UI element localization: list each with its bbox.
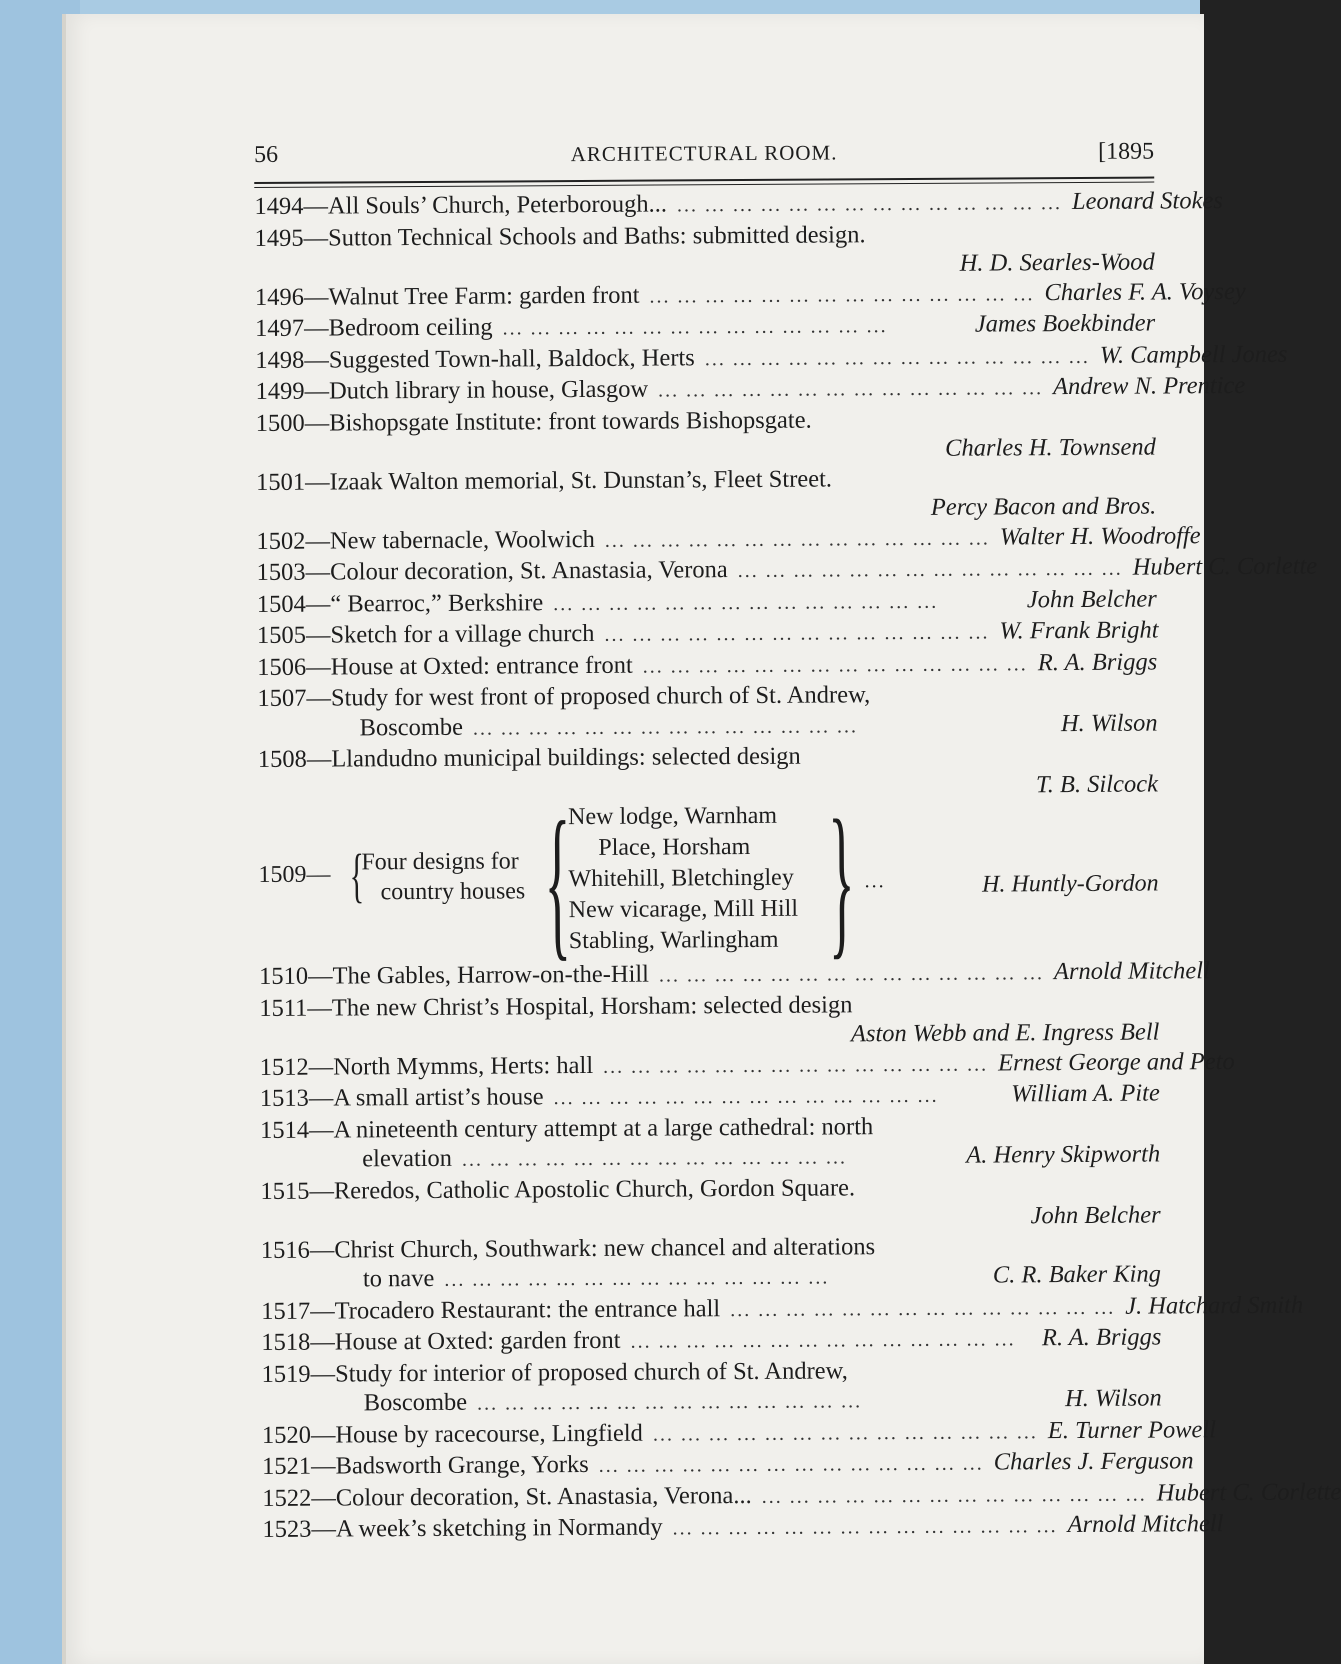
- leader-dots: ...: [864, 870, 886, 893]
- catalogue-entry: [257, 678, 1157, 744]
- entry-author: Walter H. Woodroffe: [999, 521, 1201, 550]
- leader-dots: ... ... ... ... ... ... ... ... ... ... ... ... ... ...: [502, 315, 888, 340]
- entry-title-continuation: elevation: [362, 1144, 453, 1173]
- entry-title: 1513—A small artist’s house: [259, 1083, 544, 1112]
- book-page: [62, 14, 1341, 1664]
- running-title: ARCHITECTURAL ROOM.: [570, 140, 838, 167]
- entry-line: [254, 187, 1223, 224]
- entry-author: John Belcher: [1030, 1201, 1161, 1230]
- entry-title: 1500—Bishopsgate Institute: front towards Bishopsgate.: [255, 406, 812, 437]
- place-item: Place, Horsham: [598, 833, 751, 861]
- entry-author: R. A. Briggs: [1041, 1323, 1162, 1352]
- catalogue-entry: [257, 647, 1157, 684]
- entry-title: 1520—House by racecourse, Lingfield: [261, 1419, 643, 1449]
- catalogue-entry: [254, 187, 1223, 224]
- leader-dots: ... ... ... ... ... ... ... ... ... ... ... ... ... ...: [672, 1515, 1058, 1540]
- entry-title: 1502—New tabernacle, Woolwich: [256, 525, 595, 555]
- entry-line: [259, 956, 1210, 993]
- entry-line: [256, 552, 1318, 589]
- catalogue-entry: [261, 1354, 1161, 1420]
- leader-dots: ... ... ... ... ... ... ... ... ... ... ... ... ... ...: [658, 962, 1045, 987]
- brace-left-small: {: [349, 842, 365, 909]
- entry-title: 1510—The Gables, Harrow-on-the-Hill: [259, 960, 650, 990]
- entry-title: 1507—Study for west front of proposed church of St. Andrew,: [257, 681, 871, 712]
- entry-continuation-line: [262, 1383, 1162, 1420]
- entry-author: H. Wilson: [1064, 1384, 1162, 1413]
- group-line-2: country houses: [380, 878, 526, 906]
- entry-line: [257, 647, 1157, 684]
- entry-title-continuation: Boscombe: [359, 713, 464, 741]
- entry-title: 1503—Colour decoration, St. Anastasia, Verona: [256, 556, 728, 586]
- brace-right: }: [827, 785, 856, 974]
- entry-title: 1511—The new Christ’s Hospital, Horsham: selected design: [259, 990, 853, 1022]
- entry-number: 1509—: [258, 861, 331, 888]
- entry-title-continuation: to nave: [362, 1264, 435, 1293]
- leader-dots: ... ... ... ... ... ... ... ... ... ... ... ... ... ...: [477, 1390, 863, 1415]
- entry-title-continuation: Boscombe: [363, 1388, 468, 1417]
- entry-line: [255, 371, 1246, 408]
- entry-author: E. Turner Powell: [1047, 1415, 1217, 1444]
- leader-dots: ... ... ... ... ... ... ... ... ... ... ... ... ... ...: [598, 1452, 984, 1477]
- catalogue-entry: [255, 371, 1246, 408]
- running-head: [254, 137, 1154, 180]
- page-number: 56: [254, 141, 279, 168]
- page-content: [254, 137, 1341, 1547]
- catalogue-entry: [256, 403, 1156, 467]
- group-line-1: Four designs for: [361, 848, 519, 876]
- entry-author: W. Campbell Jones: [1099, 340, 1288, 369]
- places-list: [568, 801, 798, 957]
- entry-title: 1512—North Mymms, Herts: hall: [259, 1051, 594, 1081]
- entry-author: Percy Bacon and Bros.: [930, 492, 1157, 521]
- leader-dots: ... ... ... ... ... ... ... ... ... ... ... ... ... ...: [658, 377, 1044, 402]
- catalogue-entries: [254, 187, 1318, 804]
- leader-dots: ... ... ... ... ... ... ... ... ... ... ... ... ... ...: [461, 1146, 848, 1171]
- catalogue-entry: [259, 988, 1159, 1052]
- leader-dots: ... ... ... ... ... ... ... ... ... ... ... ... ... ...: [604, 621, 990, 646]
- running-year: [1895: [1097, 138, 1155, 165]
- leader-dots: ... ... ... ... ... ... ... ... ... ... ... ... ... ...: [604, 527, 990, 552]
- entry-author: Hubert C. Corlette: [1132, 552, 1318, 581]
- place-item: Whitehill, Bletchingley: [568, 864, 794, 893]
- entry-author: Arnold Mitchell: [1053, 957, 1210, 986]
- entry-author: C. R. Baker King: [992, 1260, 1162, 1289]
- catalogue-entry: [262, 1477, 1341, 1515]
- leader-dots: ... ... ... ... ... ... ... ... ... ... ... ... ... ...: [553, 1084, 939, 1110]
- entry-author: H. Huntly-Gordon: [982, 870, 1159, 898]
- entry-author: H. D. Searles-Wood: [959, 248, 1155, 277]
- entry-title: 1506—House at Oxted: entrance front: [257, 651, 633, 681]
- entry-author: Arnold Mitchell: [1067, 1510, 1224, 1539]
- entry-title: 1522—Colour decoration, St. Anastasia, Verona...: [262, 1481, 752, 1512]
- entry-author: J. Hatchard Smith: [1125, 1291, 1304, 1320]
- entry-author: Aston Webb and E. Ingress Bell: [850, 1018, 1160, 1048]
- entry-title: 1498—Suggested Town-hall, Baldock, Herts: [255, 343, 695, 374]
- catalogue-entry: [261, 1322, 1161, 1359]
- entry-title: 1508—Llandudno municipal buildings: selected design: [257, 742, 801, 773]
- place-item: New lodge, Warnham: [568, 802, 778, 831]
- entry-author: Andrew N. Prentice: [1053, 371, 1246, 401]
- entry-author: Hubert C. Corlette: [1156, 1477, 1341, 1507]
- entry-author: T. B. Silcock: [1035, 769, 1159, 798]
- catalogue-entry: [260, 1171, 1160, 1235]
- entry-title: 1504—“ Bearroc,” Berkshire: [256, 588, 544, 618]
- entry-author: A. Henry Skipworth: [966, 1140, 1161, 1169]
- catalogue-entry: [260, 1110, 1160, 1176]
- entry-author: William A. Pite: [1011, 1079, 1160, 1108]
- catalogue-entry: [258, 739, 1158, 803]
- leader-dots: ... ... ... ... ... ... ... ... ... ... ... ... ... ...: [652, 1420, 1038, 1446]
- entry-line: [255, 340, 1288, 377]
- entry-line: [261, 1291, 1304, 1328]
- leader-dots: ... ... ... ... ... ... ... ... ... ... ... ... ... ...: [630, 1328, 1016, 1353]
- entry-author: Charles H. Townsend: [945, 433, 1156, 462]
- catalogue-entry: [256, 462, 1156, 526]
- entry-line: [262, 1477, 1341, 1515]
- entry-author: Charles F. A. Voysey: [1044, 277, 1246, 306]
- entry-author: Ernest George and Peto: [998, 1047, 1235, 1076]
- catalogue-entry: [256, 552, 1318, 589]
- catalogue-entry: [261, 1230, 1161, 1296]
- entry-title: 1516—Christ Church, Southwark: new chancel and alterations: [260, 1232, 876, 1264]
- catalogue-entry: [259, 956, 1210, 993]
- leader-dots: ... ... ... ... ... ... ... ... ... ... ... ... ... ...: [761, 1483, 1147, 1508]
- leader-dots: ... ... ... ... ... ... ... ... ... ... ... ... ... ...: [737, 557, 1123, 583]
- leader-dots: ... ... ... ... ... ... ... ... ... ... ... ... ... ...: [704, 345, 1090, 370]
- entry-title: 1499—Dutch library in house, Glasgow: [255, 375, 649, 405]
- entry-line: [261, 1322, 1161, 1359]
- entry-line: [262, 1509, 1224, 1546]
- entry-title: 1495—Sutton Technical Schools and Baths: submitted design.: [254, 220, 866, 252]
- entry-title: 1519—Study for interior of proposed church of St. Andrew,: [261, 1356, 848, 1388]
- catalogue-entry: [254, 218, 1154, 282]
- leader-dots: ... ... ... ... ... ... ... ... ... ... ... ... ... ...: [603, 1053, 989, 1078]
- entry-title: 1521—Badsworth Grange, Yorks: [262, 1450, 589, 1480]
- entry-author: H. Wilson: [1060, 708, 1158, 737]
- leader-dots: ... ... ... ... ... ... ... ... ... ... ... ... ... ...: [553, 590, 939, 615]
- catalogue-entries-continued: [259, 956, 1341, 1546]
- entry-title: 1494—All Souls’ Church, Peterborough...: [254, 190, 668, 220]
- place-item: Stabling, Warlingham: [568, 926, 779, 955]
- entry-author: John Belcher: [1026, 584, 1157, 613]
- leader-dots: ... ... ... ... ... ... ... ... ... ... ... ... ... ...: [676, 192, 1063, 217]
- entry-title: 1517—Trocadero Restaurant: the entrance hall: [261, 1294, 721, 1325]
- entry-author: R. A. Briggs: [1037, 647, 1158, 676]
- entry-author: Charles J. Ferguson: [993, 1447, 1194, 1476]
- catalogue-entry: [255, 340, 1288, 377]
- place-item: New vicarage, Mill Hill: [568, 895, 799, 924]
- leader-dots: ... ... ... ... ... ... ... ... ... ... ... ... ... ...: [642, 652, 1028, 678]
- entry-title: 1514—A nineteenth century attempt at a large cathedral: north: [259, 1112, 874, 1144]
- leader-dots: ... ... ... ... ... ... ... ... ... ... ... ... ... ...: [649, 282, 1035, 308]
- entry-title: 1497—Bedroom ceiling: [255, 313, 493, 342]
- catalogue-entry: [262, 1509, 1224, 1546]
- entry-title: 1496—Walnut Tree Farm: garden front: [254, 281, 640, 311]
- leader-dots: ... ... ... ... ... ... ... ... ... ... ... ... ... ...: [730, 1296, 1116, 1321]
- entry-title: 1505—Sketch for a village church: [256, 619, 595, 649]
- entry-author: W. Frank Bright: [999, 616, 1159, 645]
- leader-dots: ... ... ... ... ... ... ... ... ... ... ... ... ... ...: [444, 1266, 830, 1291]
- leader-dots: ... ... ... ... ... ... ... ... ... ... ... ... ... ...: [472, 714, 859, 740]
- entry-author: Leonard Stokes: [1071, 187, 1223, 216]
- catalogue-entry: [261, 1291, 1304, 1328]
- entry-title: 1518—House at Oxted: garden front: [261, 1326, 621, 1356]
- entry-title: 1501—Izaak Walton memorial, St. Dunstan’s, Fleet Street.: [255, 464, 833, 496]
- entry-title: 1515—Reredos, Catholic Apostolic Church, Gordon Square.: [260, 1173, 856, 1205]
- entry-author: James Boekbinder: [974, 309, 1156, 338]
- brace-left: {: [543, 787, 572, 976]
- entry-title: 1523—A week’s sketching in Normandy: [262, 1513, 663, 1543]
- entry-continuation-line: [257, 708, 1157, 745]
